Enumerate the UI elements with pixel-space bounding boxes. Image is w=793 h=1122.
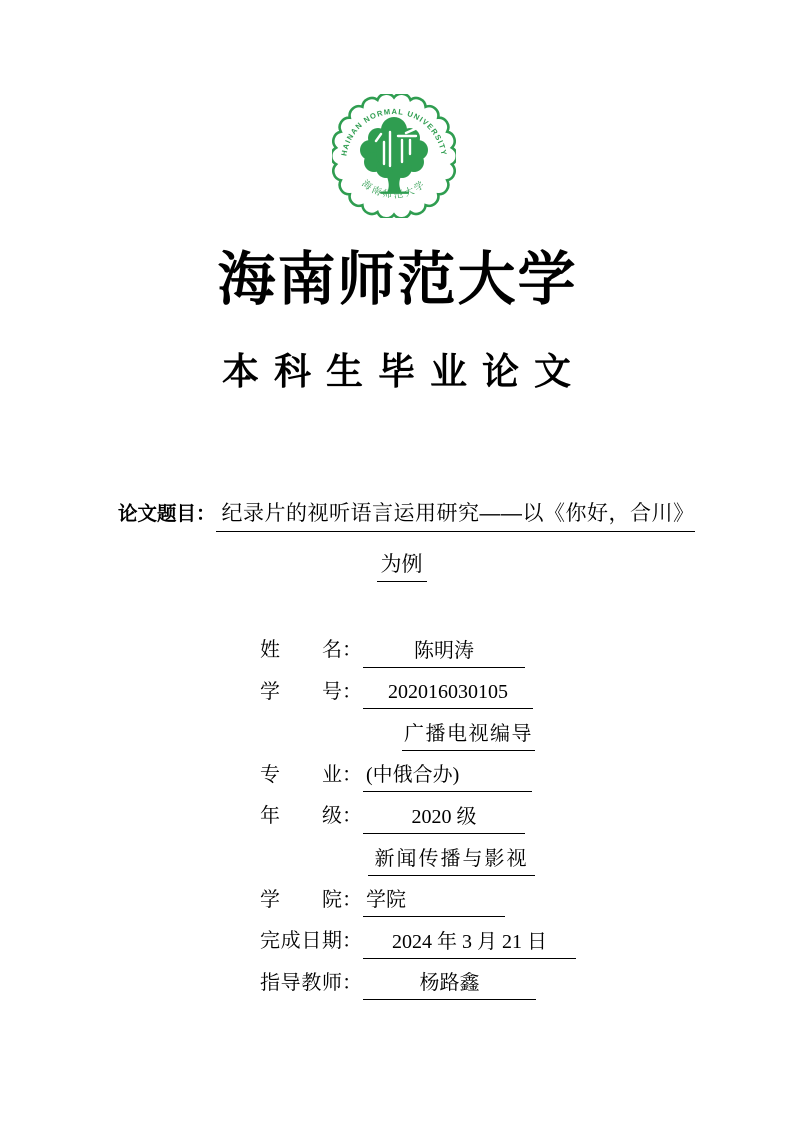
field-label: 完成日期 [260, 930, 342, 953]
field-value: 学院 [363, 883, 505, 917]
thesis-title-text-cont: 为例 [377, 548, 427, 582]
university-name: 海南师范大学 [217, 247, 578, 312]
seal-chinese-text: 海南师范大学 [359, 178, 429, 202]
form-row-name [260, 626, 590, 668]
form-row-major-line1 [260, 709, 590, 751]
form-row-completion-date [260, 917, 590, 959]
field-colon: ： [342, 805, 362, 828]
thesis-title-line1 [118, 497, 695, 532]
field-label: 指导教师 [260, 971, 342, 994]
form-row-supervisor [260, 959, 590, 1001]
form-row-major [260, 751, 590, 793]
document-type-title: 本科生毕业论文 [222, 351, 586, 392]
thesis-title-label: 论文题目： [118, 503, 216, 525]
thesis-title-line2 [118, 548, 685, 582]
field-colon: ： [342, 639, 362, 662]
university-seal-logo [332, 94, 456, 218]
field-colon: ： [342, 930, 362, 953]
form-row-college [260, 876, 590, 918]
form-row-grade [260, 792, 590, 834]
thesis-title-text: 纪录片的视听语言运用研究——以《你好，合川》 [216, 497, 695, 532]
form-row-college-line1 [260, 834, 590, 876]
field-colon: ： [342, 888, 362, 911]
seal-ring-text: HAINAN NORMAL UNIVERSITY [339, 106, 449, 157]
field-label: 年级 [260, 805, 342, 828]
student-info-form [260, 626, 590, 1000]
field-value: 新闻传播与影视 [368, 842, 535, 876]
field-label: 姓名 [260, 639, 342, 662]
field-label: 学院 [260, 888, 342, 911]
field-colon: ： [342, 971, 362, 994]
thesis-title-block [118, 497, 695, 582]
field-value: 202016030105 [363, 681, 533, 709]
field-value: 陈明涛 [363, 634, 525, 668]
field-colon: ： [342, 763, 362, 786]
form-row-student-id [260, 668, 590, 710]
field-label: 学号 [260, 680, 342, 703]
field-colon: ： [342, 680, 362, 703]
field-value: 2020 级 [363, 800, 525, 834]
field-label: 专业 [260, 763, 342, 786]
field-value: 广播电视编导 [402, 717, 535, 751]
field-value: (中俄合办) [363, 758, 532, 792]
field-value: 杨路鑫 [363, 966, 536, 1000]
field-value: 2024 年 3 月 21 日 [363, 925, 576, 959]
